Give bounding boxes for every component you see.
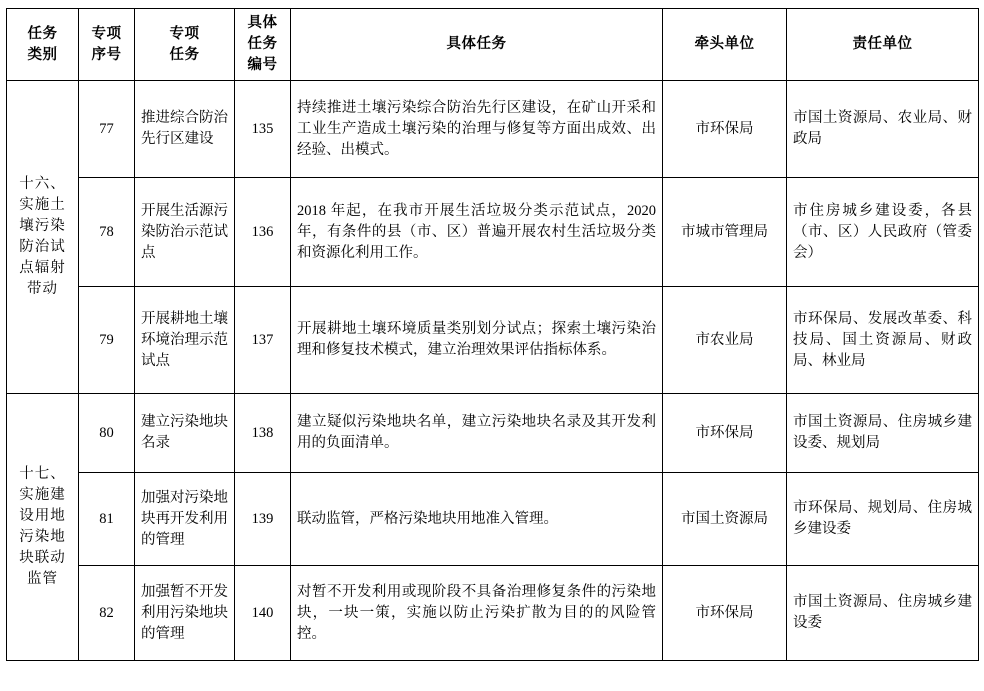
task-code-cell: 137 — [235, 287, 291, 394]
column-header-special — [135, 9, 235, 81]
table-row — [7, 178, 979, 287]
special-task-cell: 加强对污染地块再开发利用的管理 — [135, 473, 235, 566]
column-header-resp: 责任单位 — [787, 9, 979, 81]
header-line-2: 类别 — [27, 46, 58, 63]
seq-cell: 79 — [79, 287, 135, 394]
category-cell-16: 十六、实施土壤污染防治试点辐射带动 — [7, 81, 79, 394]
lead-unit-cell: 市农业局 — [663, 287, 787, 394]
header-row — [7, 9, 979, 81]
task-detail-cell: 建立疑似污染地块名单，建立污染地块名录及其开发利用的负面清单。 — [291, 394, 663, 473]
special-task-cell: 开展生活源污染防治示范试点 — [135, 178, 235, 287]
responsible-unit-cell: 市环保局、发展改革委、科技局、国土资源局、财政局、林业局 — [787, 287, 979, 394]
lead-unit-cell: 市环保局 — [663, 81, 787, 178]
task-detail-cell: 2018 年起，在我市开展生活垃圾分类示范试点，2020 年，有条件的县（市、区）普遍开展农村生活垃圾分类和资源化利用工作。 — [291, 178, 663, 287]
task-detail-cell: 持续推进土壤污染综合防治先行区建设，在矿山开采和工业生产造成土壤污染的治理与修复等方面出成效、出经验、出模式。 — [291, 81, 663, 178]
seq-cell: 78 — [79, 178, 135, 287]
header-line-3: 编号 — [247, 57, 278, 74]
responsible-unit-cell: 市国土资源局、农业局、财政局 — [787, 81, 979, 178]
header-line-1: 具体 — [247, 15, 278, 31]
seq-cell: 77 — [79, 81, 135, 178]
header-line-1: 专项 — [91, 25, 122, 42]
lead-unit-cell: 市环保局 — [663, 394, 787, 473]
table-header — [7, 9, 979, 81]
lead-unit-cell: 市城市管理局 — [663, 178, 787, 287]
header-line-1: 任务 — [27, 25, 58, 42]
task-code-cell: 135 — [235, 81, 291, 178]
table-body — [7, 81, 979, 661]
header-line-1: 专项 — [169, 25, 200, 42]
lead-unit-cell: 市环保局 — [663, 566, 787, 661]
table-row — [7, 81, 979, 178]
category-cell-17: 十七、实施建设用地污染地块联动监管 — [7, 394, 79, 661]
special-task-cell: 加强暂不开发利用污染地块的管理 — [135, 566, 235, 661]
responsible-unit-cell: 市国土资源局、住房城乡建设委、规划局 — [787, 394, 979, 473]
column-header-lead: 牵头单位 — [663, 9, 787, 81]
task-detail-cell: 对暂不开发利用或现阶段不具备治理修复条件的污染地块，一块一策，实施以防止污染扩散为目的的风险管控。 — [291, 566, 663, 661]
special-task-cell: 建立污染地块名录 — [135, 394, 235, 473]
table-row — [7, 473, 979, 566]
task-assignment-table — [6, 8, 979, 661]
task-detail-cell: 开展耕地土壤环境质量类别划分试点；探索土壤污染治理和修复技术模式，建立治理效果评估指标体系。 — [291, 287, 663, 394]
header-line-2: 任务 — [247, 36, 278, 53]
task-code-cell: 138 — [235, 394, 291, 473]
table-row — [7, 566, 979, 661]
column-header-detail: 具体任务 — [291, 9, 663, 81]
responsible-unit-cell: 市国土资源局、住房城乡建设委 — [787, 566, 979, 661]
responsible-unit-cell: 市住房城乡建设委，各县（市、区）人民政府（管委会） — [787, 178, 979, 287]
table-row — [7, 287, 979, 394]
lead-unit-cell: 市国土资源局 — [663, 473, 787, 566]
header-line-2: 任务 — [169, 46, 200, 63]
seq-cell: 81 — [79, 473, 135, 566]
task-detail-cell: 联动监管，严格污染地块用地准入管理。 — [291, 473, 663, 566]
seq-cell: 82 — [79, 566, 135, 661]
special-task-cell: 推进综合防治先行区建设 — [135, 81, 235, 178]
column-header-seq — [79, 9, 135, 81]
seq-cell: 80 — [79, 394, 135, 473]
header-line-2: 序号 — [91, 46, 122, 63]
table-row — [7, 394, 979, 473]
responsible-unit-cell: 市环保局、规划局、住房城乡建设委 — [787, 473, 979, 566]
task-code-cell: 136 — [235, 178, 291, 287]
column-header-category — [7, 9, 79, 81]
special-task-cell: 开展耕地土壤环境治理示范试点 — [135, 287, 235, 394]
task-code-cell: 140 — [235, 566, 291, 661]
task-code-cell: 139 — [235, 473, 291, 566]
column-header-code — [235, 9, 291, 81]
